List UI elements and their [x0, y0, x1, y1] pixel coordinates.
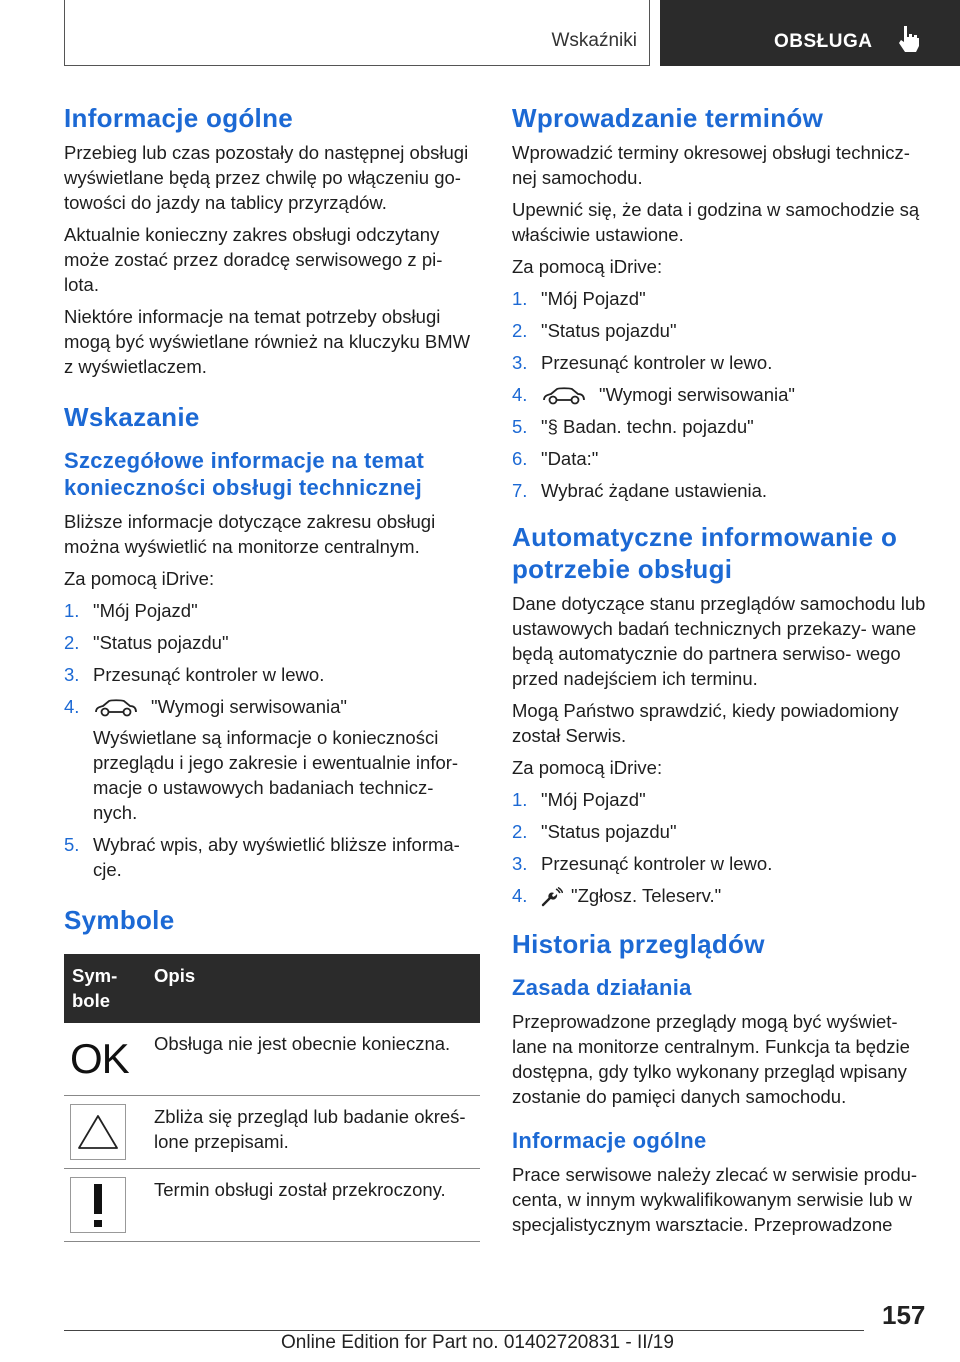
symbol-description: Obsługa nie jest obecnie konieczna.	[146, 1023, 480, 1096]
header-chapter-title: OBSŁUGA	[774, 31, 873, 52]
list-item: 2. "Status pojazdu"	[64, 632, 229, 653]
table-row	[64, 1023, 480, 1096]
list-item: 3. Przesunąć kontroler w lewo.	[64, 664, 325, 685]
header-chapter-tab	[660, 0, 960, 66]
list-item: 3. Przesunąć kontroler w lewo.	[512, 352, 773, 373]
heading-enter-dates: Wprowadzanie terminów	[512, 103, 824, 133]
paragraph: Za pomocą iDrive:	[512, 256, 663, 277]
table-row	[64, 1169, 480, 1242]
paragraph: Niektóre informacje na temat potrzeby obsługi mogą być wyświetlane również na kluczyku BMW z wyświetlaczem.	[64, 306, 471, 377]
header-section-title: Wskaźniki	[551, 30, 637, 51]
table-header-row	[64, 954, 480, 1023]
ok-symbol: OK	[70, 1035, 129, 1082]
list-item: 4. "Wymogi serwisowania" Wyświetlane są informacje o konieczności przeglądu i jego zakresie i ewentualnie infor- macje o ustawowych badaniach technicz- nych.	[64, 696, 459, 823]
paragraph: Mogą Państwo sprawdzić, kiedy powiadomiony został Serwis.	[512, 700, 899, 746]
heading-symbols: Symbole	[64, 905, 175, 935]
paragraph: Upewnić się, że data i godzina w samochodzie są właściwie ustawione.	[512, 199, 920, 245]
heading-auto-notification: Automatyczne informowanie o potrzebie obsługi	[512, 522, 898, 584]
steps-list	[512, 286, 928, 503]
list-item: 7. Wybrać żądane ustawienia.	[512, 480, 768, 501]
symbol-description: Termin obsługi został przekroczony.	[146, 1169, 480, 1242]
table-row	[64, 1096, 480, 1169]
list-item: 4. "Zgłosz. Teleserv."	[512, 885, 722, 906]
page-number: 157	[882, 1300, 926, 1330]
heading-general-info-2: Informacje ogólne	[512, 1128, 707, 1153]
list-item: 2. "Status pojazdu"	[512, 320, 677, 341]
paragraph: Przebieg lub czas pozostały do następnej obsługi wyświetlane będą przez chwilę po włączeniu go- towości do jazdy na tablicy przyrządów.	[64, 142, 469, 213]
heading-service-history: Historia przeglądów	[512, 929, 765, 959]
steps-list	[64, 598, 478, 882]
steps-list	[512, 787, 928, 908]
list-item: 5. "§ Badan. techn. pojazdu"	[512, 416, 754, 437]
list-item: 4. "Wymogi serwisowania"	[512, 384, 795, 405]
paragraph: Za pomocą iDrive:	[512, 757, 663, 778]
heading-general-info: Informacje ogólne	[64, 103, 294, 133]
column-header-symbols: Sym- bole	[64, 954, 146, 1023]
header-section-tab	[64, 0, 650, 66]
paragraph: Bliższe informacje dotyczące zakresu obsługi można wyświetlić na monitorze centralnym.	[64, 511, 436, 557]
list-item: 1. "Mój Pojazd"	[64, 600, 198, 621]
list-item: 1. "Mój Pojazd"	[512, 288, 646, 309]
footer-divider	[64, 1330, 864, 1331]
right-column	[512, 102, 928, 1244]
list-item: 3. Przesunąć kontroler w lewo.	[512, 853, 773, 874]
wrench-signal-icon	[541, 887, 563, 907]
column-header-description: Opis	[146, 954, 480, 1023]
heading-principle: Zasada działania	[512, 975, 692, 1000]
list-item: 6. "Data:"	[512, 448, 599, 469]
paragraph: Prace serwisowe należy zlecać w serwisie produ- centa, w innym wykwalifikowanym serwisie lub w specjalistycznym warsztacie. Przeprowadzone	[512, 1164, 918, 1235]
list-item: 5. Wybrać wpis, aby wyświetlić bliższe informa- cje.	[64, 834, 460, 880]
paragraph: Dane dotyczące stanu przeglądów samochodu lub ustawowych badań technicznych przekazy- wane będą automatycznie do partnera serwiso- wego przed nadejściem ich terminu.	[512, 593, 926, 689]
exclamation-icon	[70, 1177, 126, 1233]
symbol-description: Zbliża się przegląd lub badanie okreś- lone przepisami.	[146, 1096, 480, 1169]
paragraph: Za pomocą iDrive:	[64, 568, 215, 589]
left-column	[64, 102, 478, 1242]
warning-triangle-icon	[70, 1104, 126, 1160]
paragraph: Aktualnie konieczny zakres obsługi odczytany może zostać przez doradcę serwisowego z pi- lota.	[64, 224, 443, 295]
paragraph: Przeprowadzone przeglądy mogą być wyświet- lane na monitorze centralnym. Funkcja ta będzie dostępna, gdy tylko wykonany przegląd wpisany zostanie do pamięci danych samochodu.	[512, 1011, 910, 1107]
car-icon	[93, 698, 139, 718]
car-icon	[541, 386, 587, 406]
list-item: 2. "Status pojazdu"	[512, 821, 677, 842]
pointing-hand-icon	[896, 24, 922, 54]
symbols-table	[64, 954, 480, 1242]
paragraph: Wprowadzić terminy okresowej obsługi technicz- nej samochodu.	[512, 142, 910, 188]
list-item: 1. "Mój Pojazd"	[512, 789, 646, 810]
footer-edition: Online Edition for Part no. 01402720831 - II/19	[281, 1332, 674, 1353]
heading-display: Wskazanie	[64, 402, 200, 432]
heading-detailed-info: Szczegółowe informacje na temat konieczności obsługi technicznej	[64, 448, 425, 500]
